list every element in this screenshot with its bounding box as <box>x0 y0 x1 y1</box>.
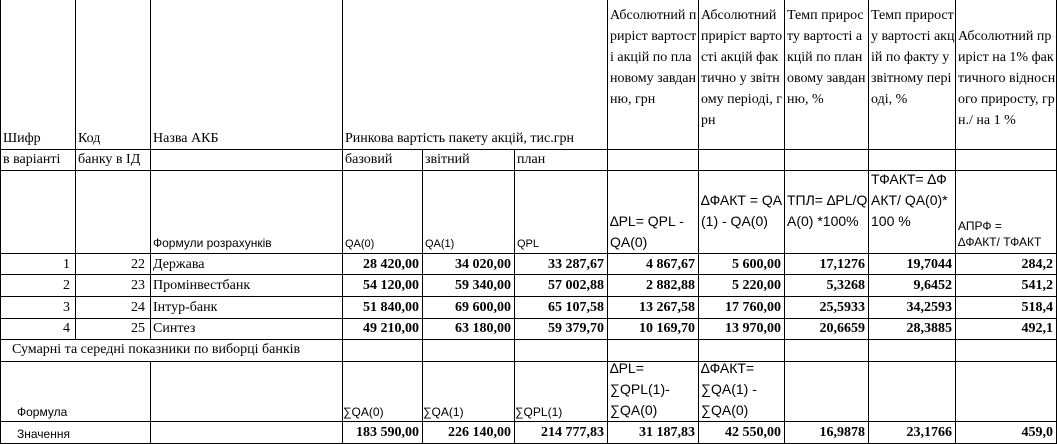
row-tfact: 34,2593 <box>906 300 952 315</box>
header-abs-plan: Абсолютний приріст вартості акцій по плановому завданню, грн <box>610 8 697 107</box>
summary-qpl: 214 777,83 <box>541 425 604 440</box>
summary-dfact-l1: ∆ФАКТ= <box>701 360 755 376</box>
row-bank-name: Синтез <box>153 321 196 336</box>
grid-line <box>150 362 151 444</box>
grid-line <box>0 361 1057 362</box>
header-nazva-akb: Назва АКБ <box>153 131 219 146</box>
row-bank-code: 25 <box>131 321 145 336</box>
header-plan: план <box>517 152 546 167</box>
row-qa0: 51 840,00 <box>363 300 419 315</box>
header-kod: Код <box>78 131 101 146</box>
grid-line <box>784 0 785 444</box>
summary-qa0: 183 590,00 <box>356 425 419 440</box>
formula-dfact: ∆ФАКТ = QA(1) - QA(0) <box>701 192 783 229</box>
summary-apf: 459,0 <box>1021 425 1053 440</box>
row-tfact: 9,6452 <box>913 278 952 293</box>
summary-dpl: 31 187,83 <box>639 425 695 440</box>
row-tpl: 25,5933 <box>819 300 865 315</box>
summary-title: Сумарні та середні показники по виборці банків <box>12 342 301 357</box>
row-dpl: 4 867,67 <box>646 257 695 272</box>
summary-dfact-l2: ∑QA(1) - <box>701 381 757 397</box>
summary-qa1: 226 140,00 <box>448 425 511 440</box>
grid-line <box>0 318 1057 319</box>
grid-line <box>0 421 1057 422</box>
row-qpl: 33 287,67 <box>548 257 604 272</box>
row-tpl: 5,3268 <box>826 278 865 293</box>
grid-line <box>698 0 699 444</box>
summary-sum-qpl: ∑QPL(1) <box>515 405 563 419</box>
summary-dfact-l3: ∑QA(0) <box>701 402 749 418</box>
formula-qpl: QPL <box>517 238 540 250</box>
header-temp-fact: Темп приросту вартості акцій по факту у звітному періоді, % <box>871 8 955 107</box>
row-qa0: 28 420,00 <box>363 257 419 272</box>
header-market-value: Ринкова вартість пакету акцій, тис.грн <box>345 131 574 146</box>
grid-line <box>342 0 343 444</box>
grid-line <box>0 149 1057 150</box>
summary-dpl-l2: ∑QPL(1)- <box>610 381 670 397</box>
row-number: 2 <box>63 278 70 293</box>
grid-line <box>0 253 1057 254</box>
row-apf: 518,4 <box>1021 300 1053 315</box>
summary-dfact-formula <box>701 358 784 421</box>
row-qa1: 69 600,00 <box>455 300 511 315</box>
formula-tpl: ТПЛ= ∆PL/QA(0) *100% <box>787 192 868 229</box>
row-dfact: 5 220,00 <box>732 278 781 293</box>
row-dfact: 5 600,00 <box>732 257 781 272</box>
header-banku-v-id: банку в ІД <box>78 152 141 167</box>
row-qa0: 54 120,00 <box>363 278 419 293</box>
row-bank-code: 23 <box>131 278 145 293</box>
header-abs-1pct: Абсолютний приріст на 1% фактичного відносного приросту, грн./ на 1 % <box>958 29 1056 128</box>
formula-apf-line1: АПРФ = <box>958 219 1002 233</box>
header-v-varianti: в варіанті <box>3 152 61 167</box>
row-bank-code: 24 <box>131 300 145 315</box>
row-qa0: 49 210,00 <box>363 321 419 336</box>
summary-values-label: Значення <box>17 427 70 441</box>
summary-sum-qa0: ∑QA(0) <box>343 405 384 419</box>
grid-line <box>607 0 608 444</box>
row-bank-name: Держава <box>153 257 205 272</box>
summary-dpl-l3: ∑QA(0) <box>610 402 658 418</box>
row-apf: 284,2 <box>1021 257 1053 272</box>
summary-dfact: 42 550,00 <box>725 425 781 440</box>
row-bank-name: Інтур-банк <box>153 300 218 315</box>
row-qpl: 57 002,88 <box>548 278 604 293</box>
grid-line <box>955 0 956 444</box>
row-dpl: 10 169,70 <box>639 321 695 336</box>
row-bank-name: Промінвестбанк <box>153 278 251 293</box>
header-temp-plan: Темп приросту вартості акцій по плановому завданню, % <box>787 8 866 107</box>
summary-dpl-formula <box>610 358 698 421</box>
row-tfact: 28,3885 <box>906 321 952 336</box>
row-dpl: 2 882,88 <box>646 278 695 293</box>
summary-tfact: 23,1766 <box>906 425 952 440</box>
row-tpl: 20,6659 <box>819 321 865 336</box>
row-dfact: 13 970,00 <box>725 321 781 336</box>
row-qa1: 63 180,00 <box>455 321 511 336</box>
row-tpl: 17,1276 <box>819 257 865 272</box>
summary-sum-qa1: ∑QA(1) <box>423 405 464 419</box>
row-number: 4 <box>63 321 70 336</box>
row-dpl: 13 267,58 <box>639 300 695 315</box>
formula-tfact: ТФАКТ= ∆ФАКТ/ QA(0)*100 % <box>871 171 948 229</box>
row-qpl: 65 107,58 <box>548 300 604 315</box>
row-tfact: 19,7044 <box>906 257 952 272</box>
formula-apf-line2: ∆ФАКТ/ ТФАКТ <box>958 235 1042 249</box>
row-dfact: 17 760,00 <box>725 300 781 315</box>
row-number: 3 <box>63 300 70 315</box>
grid-line <box>0 339 1057 340</box>
row-apf: 492,1 <box>1021 321 1053 336</box>
summary-formula-label: Формула <box>17 405 68 419</box>
row-qa1: 59 340,00 <box>455 278 511 293</box>
row-qa1: 34 020,00 <box>455 257 511 272</box>
header-shifr: Шифр <box>3 131 41 146</box>
row-bank-code: 22 <box>131 257 145 272</box>
grid-line <box>1056 0 1057 444</box>
summary-dpl-l1: ∆PL= <box>610 360 644 376</box>
row-qpl: 59 379,70 <box>548 321 604 336</box>
formula-qa1: QA(1) <box>425 238 455 250</box>
formula-dpl: ∆PL= QPL - QA(0) <box>610 213 684 250</box>
row-number: 1 <box>63 257 70 272</box>
grid-line <box>0 296 1057 297</box>
summary-tpl: 16,9878 <box>819 425 865 440</box>
formula-apf <box>958 218 1056 250</box>
header-bazovyi: базовий <box>345 152 393 167</box>
row-apf: 541,2 <box>1021 278 1053 293</box>
formulas-label: Формули розрахунків <box>153 236 272 250</box>
grid-line <box>0 0 1 444</box>
formula-qa0: QA(0) <box>345 238 375 250</box>
grid-line <box>0 274 1057 275</box>
header-zvitnyi: звітний <box>425 152 470 167</box>
header-abs-fact: Абсолютний приріст вартості акцій фактично у звітному періоді, грн <box>701 8 783 128</box>
grid-line <box>868 0 869 444</box>
